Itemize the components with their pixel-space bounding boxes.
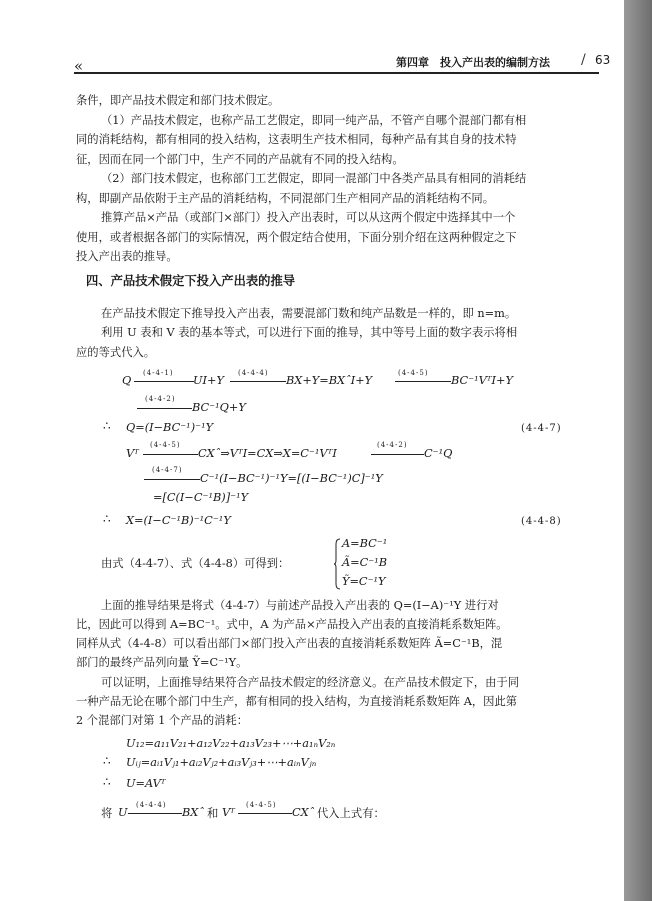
equation-term: Q [122,374,132,387]
equation-term: U [118,806,128,819]
equation-arrow-line [395,381,451,382]
therefore-symbol: ∴ [103,512,111,526]
text-line: 在产品技术假定下推导投入产出表，需要混部门数和纯产品数是一样的，即 n=m。 [101,307,517,320]
text-line: 构，即副产品依附于主产品的消耗结构，不同混部门生产相同产品的消耗结构不同。 [76,192,494,205]
equation-ref-label: (4-4-4) [238,369,269,377]
equation: X=(I−C⁻¹B)⁻¹C⁻¹Y [126,514,231,527]
equation-ref-label: (4-4-1) [143,369,174,377]
equation-term: Vᵀ [126,447,139,460]
left-brace-icon [334,538,341,590]
therefore-symbol: ∴ [103,775,111,789]
running-header [396,54,624,71]
header-slash-icon: / [581,52,586,68]
text-line: 投入产出表的推导。 [76,250,178,263]
chapter-title: 第四章 投入产出表的编制方法 [396,56,550,69]
equation-ref-label: (4-4-5) [246,801,277,809]
text-line: 利用 U 表和 V 表的基本等式，可以进行下面的推导，其中等号上面的数字表示将相 [101,326,518,339]
equation-number: (4-4-8) [521,516,562,527]
equation-term: BC⁻¹Q+Y [192,401,246,414]
text-line: 同的消耗结构，都有相同的投入结构，这表明生产技术相同，每种产品有其自身的技术特 [76,133,517,146]
equation-term: BXˆ [182,806,204,819]
page-edge-shadow [624,0,652,901]
equation-arrow-line [128,813,182,814]
text-line: 推算产品×产品（或部门×部门）投入产出表时，可以从这两个假定中选择其中一个 [101,211,516,224]
equation-arrow-line [137,408,192,409]
equation-arrow-line [134,381,194,382]
equation-arrow-line [143,454,198,455]
equation-term: BX+Y=BXˆI+Y [286,374,373,387]
header-chevron-icon: « [74,57,81,75]
page-number: 63 [595,53,611,67]
text-line: 2 个混部门对第 1 个产品的消耗： [76,714,249,727]
equation-ref-label: (4-4-5) [150,441,181,449]
system-equation: A=BC⁻¹ [342,537,388,550]
system-equation: Ỹ=C⁻¹Y [342,575,386,588]
text-line: 由式（4-4-7）、式（4-4-8）可得到： [101,557,290,570]
equation-ref-label: (4-4-2) [377,441,408,449]
header-rule [74,72,599,74]
equation-arrow-line [371,454,424,455]
equation-arrow-line [238,813,292,814]
text-line: 可以证明，上面推导结果符合产品技术假定的经济意义。在产品技术假定下，由于同 [101,676,519,689]
text-line: 代入上式有： [317,807,385,820]
equation: U=AVᵀ [126,777,166,790]
text-line: 一种产品无论在哪个部门中生产，都有相同的投入结构，为直接消耗系数矩阵 A，因此第 [76,695,518,708]
equation-arrow-line [230,381,286,382]
therefore-symbol: ∴ [103,419,111,433]
equation-ref-label: (4-4-2) [145,395,176,403]
text-line: 同样从式（4-4-8）可以看出部门×部门投入产出表的直接消耗系数矩阵 Ã=C⁻¹B，混 [76,637,503,650]
equation: U₁₂=a₁₁V₂₁+a₁₂V₂₂+a₁₃V₂₃+⋯+a₁ₙV₂ₙ [126,737,336,750]
text-line: （1）产品技术假定，也称产品工艺假定，即同一纯产品，不管产自哪个混部门都有相 [101,114,527,127]
system-equation: Ã=C⁻¹B [342,556,388,569]
equation-term: BC⁻¹VᵀI+Y [451,374,513,387]
text-line: 比，因此可以得到 A=BC⁻¹。式中，A 为产品×产品投入产出表的直接消耗系数矩阵。 [76,618,508,631]
equation-term: UI+Y [193,374,224,387]
equation-ref-label: (4-4-5) [398,369,429,377]
section-heading: 四、产品技术假定下投入产出表的推导 [86,274,296,288]
text-line: 上面的推导结果是将式（4-4-7）与前述产品投入产出表的 Q=(I−A)⁻¹Y 进行对 [101,599,499,612]
text-line: 使用，或者根据各部门的实际情况，两个假定结合使用，下面分别介绍在这两种假定之下 [76,231,517,244]
equation-term: C⁻¹(I−BC⁻¹)⁻¹Y=[(I−BC⁻¹)C]⁻¹Y [200,472,383,485]
text-line: 条件，即产品技术假定和部门技术假定。 [76,94,280,107]
equation-ref-label: (4-4-4) [136,801,167,809]
equation-number: (4-4-7) [521,423,562,434]
text-line: （2）部门技术假定，也称部门工艺假定，即同一混部门中各类产品具有相同的消耗结 [101,172,527,185]
equation: =[C(I−C⁻¹B)]⁻¹Y [153,491,249,504]
text-line: 应的等式代入。 [76,346,156,359]
text-line: 和 [207,807,219,820]
equation-term: CXˆ⇒VᵀI=CX⇒X=C⁻¹VᵀI [198,447,337,460]
equation-term: C⁻¹Q [424,447,453,460]
text-line: 部门的最终产品列向量 Ỹ=C⁻¹Y。 [76,656,248,669]
equation: Q=(I−BC⁻¹)⁻¹Y [126,421,214,434]
text-line: 将 [101,807,113,820]
equation: Uᵢⱼ=aᵢ₁Vⱼ₁+aᵢ₂Vⱼ₂+aᵢ₃Vⱼ₃+⋯+aᵢₙVⱼₙ [126,756,317,769]
text-line: 征，因而在同一个部门中，生产不同的产品就有不同的投入结构。 [76,153,404,166]
equation-term: CXˆ [292,806,315,819]
equation-ref-label: (4-4-7) [152,466,183,474]
therefore-symbol: ∴ [103,754,111,768]
equation-term: Vᵀ [222,806,235,819]
equation-arrow-line [144,479,200,480]
